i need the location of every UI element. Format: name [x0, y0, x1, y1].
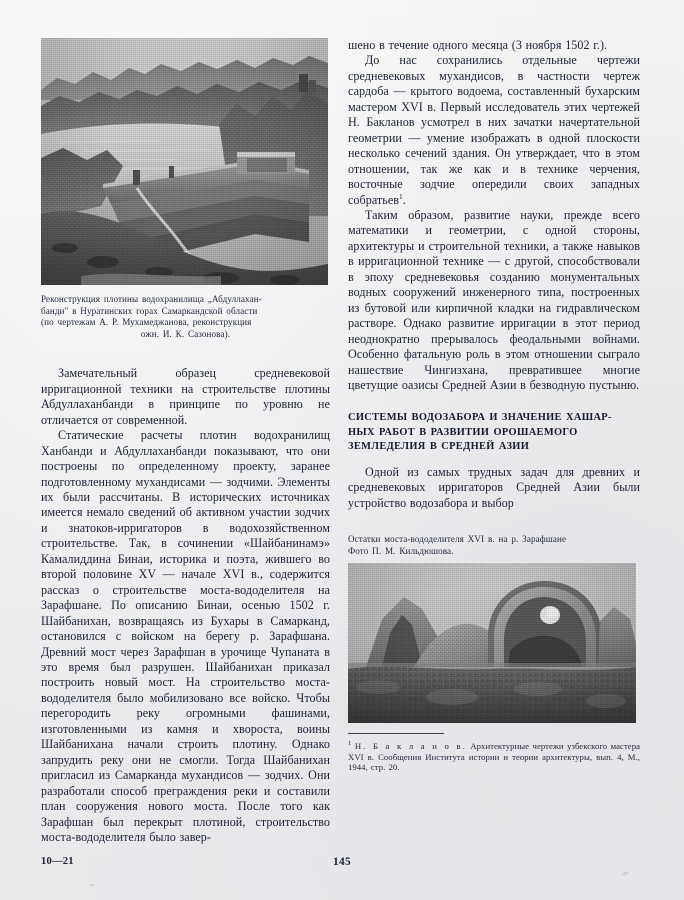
left-column	[41, 38, 330, 845]
bridge-ruins-photograph	[348, 563, 636, 723]
caption-line: Реконструкция плотины водохранилища „Абдуллахан-	[41, 294, 262, 304]
caption-line: (по чертежам А. Р. Мухамеджанова, реконструкция	[41, 317, 252, 328]
footnote-text: Архитектурные чертежи узбекского мастера XVI в. Сообщения Института истории и теории архитектуры, вып. 4, М., 1944, стр. 20.	[348, 741, 640, 773]
caption-line: Остатки моста-вододелителя XVI в. на р. Зарафшане	[348, 534, 567, 545]
page-number: 145	[333, 856, 351, 868]
left-column-body	[41, 366, 330, 845]
figure-dam-reconstruction	[41, 38, 328, 285]
footnote-reference[interactable]: 1	[399, 191, 403, 201]
caption-line: банди" в Нуратинских горах Самаркандской области	[41, 305, 258, 316]
paragraph: Замечательный образец средневековой ирригационной техники на строительстве плотины Абдуллаханбанди в принципе по уровню не отличается от современной.	[41, 366, 330, 427]
right-column	[348, 38, 640, 773]
paragraph: Одной из самых трудных задач для древних и средневековых ирригаторов Средней Азии были устройство водозабора и выбор	[348, 465, 640, 510]
scan-speck	[90, 884, 94, 886]
paragraph: До нас сохранились отдельные чертежи средневековых мухандисов, в частности чертеж сардоба — крытого водоема, составленный бухарским мастером XVI в. Первый исследователь этих чертежей Н. Бакланов усмотрел в них зачатки начертательной геометрии — умение изображать в одной плоскости несколько сечений здания. Он утверждает, что в этом отношении, так же как и в технике черчения, восточные зодчие опередили своих западных собратьев$^1$.	[348, 53, 640, 207]
figure-dam-caption	[41, 294, 330, 340]
caption-line: Фото П. М. Кильдюшова.	[348, 546, 454, 557]
dam-reconstruction-illustration	[41, 38, 328, 285]
footnote-author: Н. Б а к л а н о в.	[354, 741, 467, 752]
section-heading-line: СИСТЕМЫ ВОДОЗАБОРА И ЗНАЧЕНИЕ ХАШАР-	[348, 412, 612, 424]
figure-bridge-ruins	[348, 563, 636, 723]
paragraph: шено в течение одного месяца (3 ноября 1502 г.).	[348, 38, 608, 52]
figure-bridge-caption	[348, 533, 640, 557]
paragraph: Таким образом, развитие науки, прежде всего математики и геометрии, с одной стороны, архитектуры и строительной техники, а также навыков в ирригационной технике — с другой, способствовали в эпоху средневековья созданию монументальных водных сооружений инженерного типа, построенных из бутовой или кирпичной кладки на гидравлическом растворе. Однако развитие ирригации в этот период неоднократно прерывалось феодальными войнами. Особенно фатальную роль в этом отношении сыграло нашествие Чингизхана, превратившее многие цветущие оазисы Средней Азии в безводную пустыню.	[348, 207, 640, 392]
section-heading	[348, 411, 640, 454]
footnote-separator	[348, 733, 444, 734]
paragraph-text: До нас сохранились отдельные чертежи средневековых мухандисов, в частности чертеж сардоба — крытого водоема, составленный бухарским мастером XVI в. Первый исследователь этих чертежей Н. Бакланов усмотрел в них зачатки начертательной геометрии — умение изображать в одной плоскости несколько сечений здания. Он утверждает, что в этом отношении, так же как и в технике черчения, восточные зодчие опередили своих западных собратьев	[348, 53, 640, 207]
right-column-body-bottom	[348, 465, 640, 511]
right-column-body-top	[348, 38, 640, 393]
caption-line: ожн. И. К. Сазонова).	[140, 328, 231, 339]
footnote-number: 1	[348, 740, 352, 748]
section-heading-line: НЫХ РАБОТ В РАЗВИТИИ ОРОШАЕМОГО	[348, 426, 578, 438]
section-heading-line: ЗЕМЛЕДЕЛИЯ В СРЕДНЕЙ АЗИИ	[348, 440, 530, 452]
signature-mark: 10—21	[41, 856, 74, 867]
footnote	[348, 739, 640, 773]
paragraph: Статические расчеты плотин водохранилищ Ханбанди и Абдуллаханбанди показывают, что они построены по определенному проекту, заранее подготовленному мухандисами — зодчими. Элементы их были рассчитаны. В исторических источниках имеется немало сведений об активном участии зодчих и знатоков-ирригаторов в водохозяйственном строительстве. Так, в сочинении «Шайбанинамэ» Камалиддина Бинаи, историка и поэта, жившего во второй половине XV — начале XVI в., содержится рассказ о строительстве моста-вододелителя на Зарафшане. По описанию Бинаи, осенью 1502 г. Шайбанихан, возвращаясь из Бухары в Самарканд, остановился с войском на берегу р. Зарафшана. Древний мост через Зарафшан в урочище Чупаната в это время был разрушен. Шайбанихан приказал построить новый мост. На строительство моста-вододелителя было мобилизовано все войско. Чтобы перегородить реку огромными фашинами, изготовленными из камня и хвороста, воины Шайбанихана начали строить плотину. Однако запрудить реку они не смогли. Тогда Шайбанихан пригласил из Самарканда мухандисов — зодчих. Они разработали способ преграждения реки и составили план сооружения нового моста. После того как Зарафшан был перекрыт плотиной, строительство моста-вододелителя было завер-	[41, 428, 330, 844]
page-footer	[0, 856, 684, 876]
